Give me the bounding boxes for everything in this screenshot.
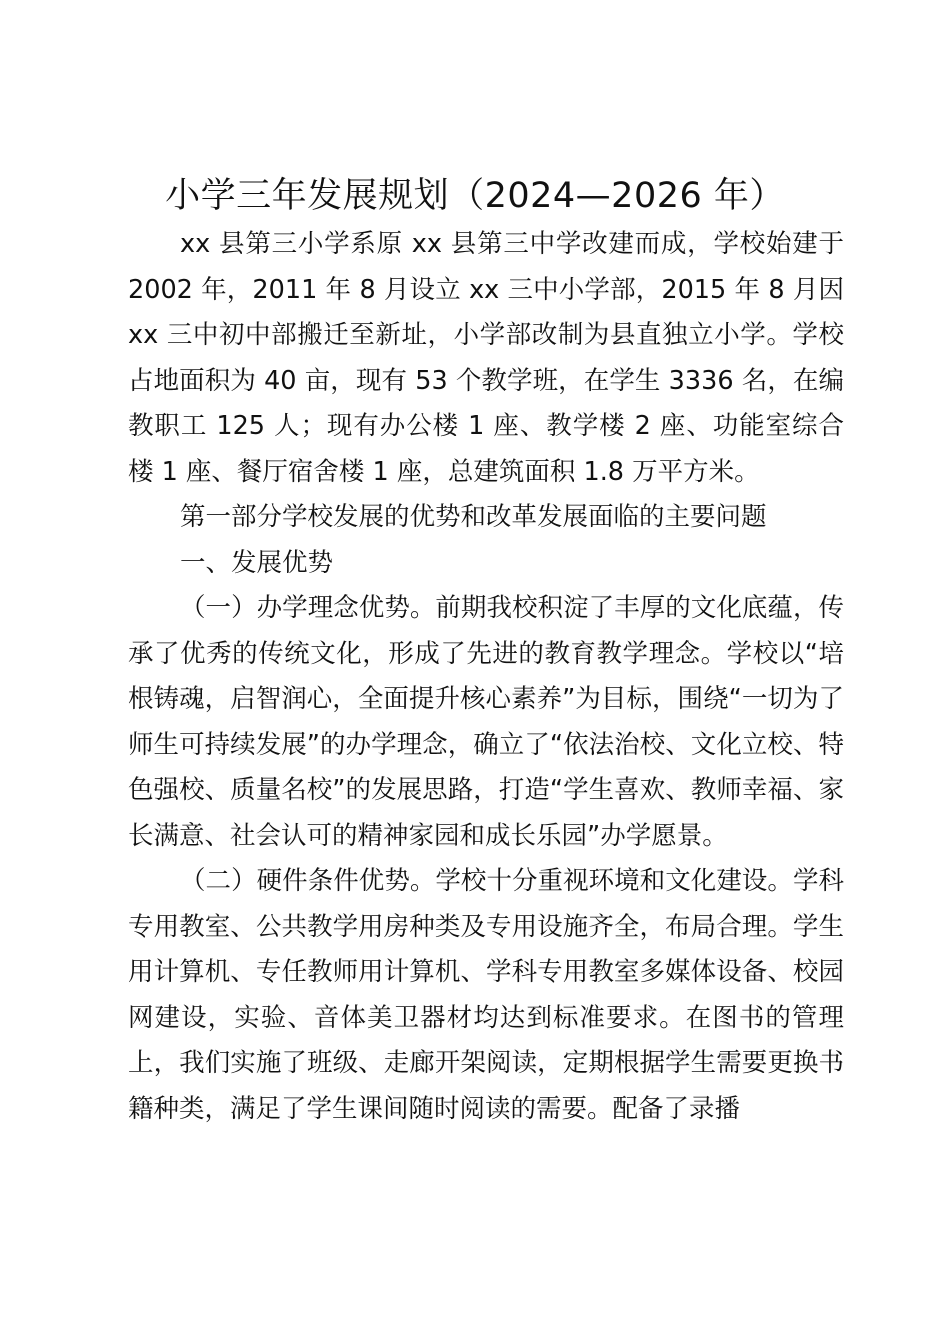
subsection-heading-advantages: 一、发展优势	[180, 547, 334, 578]
paragraph-hardware-advantage: （二）硬件条件优势。学校十分重视环境和文化建设。学科专用教室、公共教学用房种类及专用设施齐全，布局合理。学生用计算机、专任教师用计算机、学科专用教室多媒体设备、校园网建设，实验、音体美卫器材均达到标准要求。在图书的管理上，我们实施了班级、走廊开架阅读，定期根据学生需要更换书籍种类，满足了学生课间随时阅读的需要。配备了录播	[128, 866, 844, 1124]
document-title: 小学三年发展规划（2024—2026 年）	[165, 176, 785, 216]
document-body	[128, 222, 844, 1132]
section-heading-part-one: 第一部分学校发展的优势和改革发展面临的主要问题	[180, 502, 767, 532]
paragraph-school-overview: xx 县第三小学系原 xx 县第三中学改建而成，学校始建于 2002 年，2011 年 8 月设立 xx 三中小学部，2015 年 8 月因 xx 三中初中部搬迁至新址，小学部改制为县直独立小学。学校占地面积为 40 亩，现有 53 个教学班，在学生 3336 名，在编教职工 125 人；现有办公楼 1 座、教学楼 2 座、功能室综合楼 1 座、餐厅宿舍楼 1 座，总建筑面积 1.8 万平方米。	[128, 229, 844, 487]
paragraph-philosophy-advantage: （一）办学理念优势。前期我校积淀了丰厚的文化底蕴，传承了优秀的传统文化，形成了先进的教育教学理念。学校以“培根铸魂，启智润心，全面提升核心素养”为目标，围绕“一切为了师生可持续发展”的办学理念，确立了“依法治校、文化立校、特色强校、质量名校”的发展思路，打造“学生喜欢、教师幸福、家长满意、社会认可的精神家园和成长乐园”办学愿景。	[128, 593, 844, 851]
